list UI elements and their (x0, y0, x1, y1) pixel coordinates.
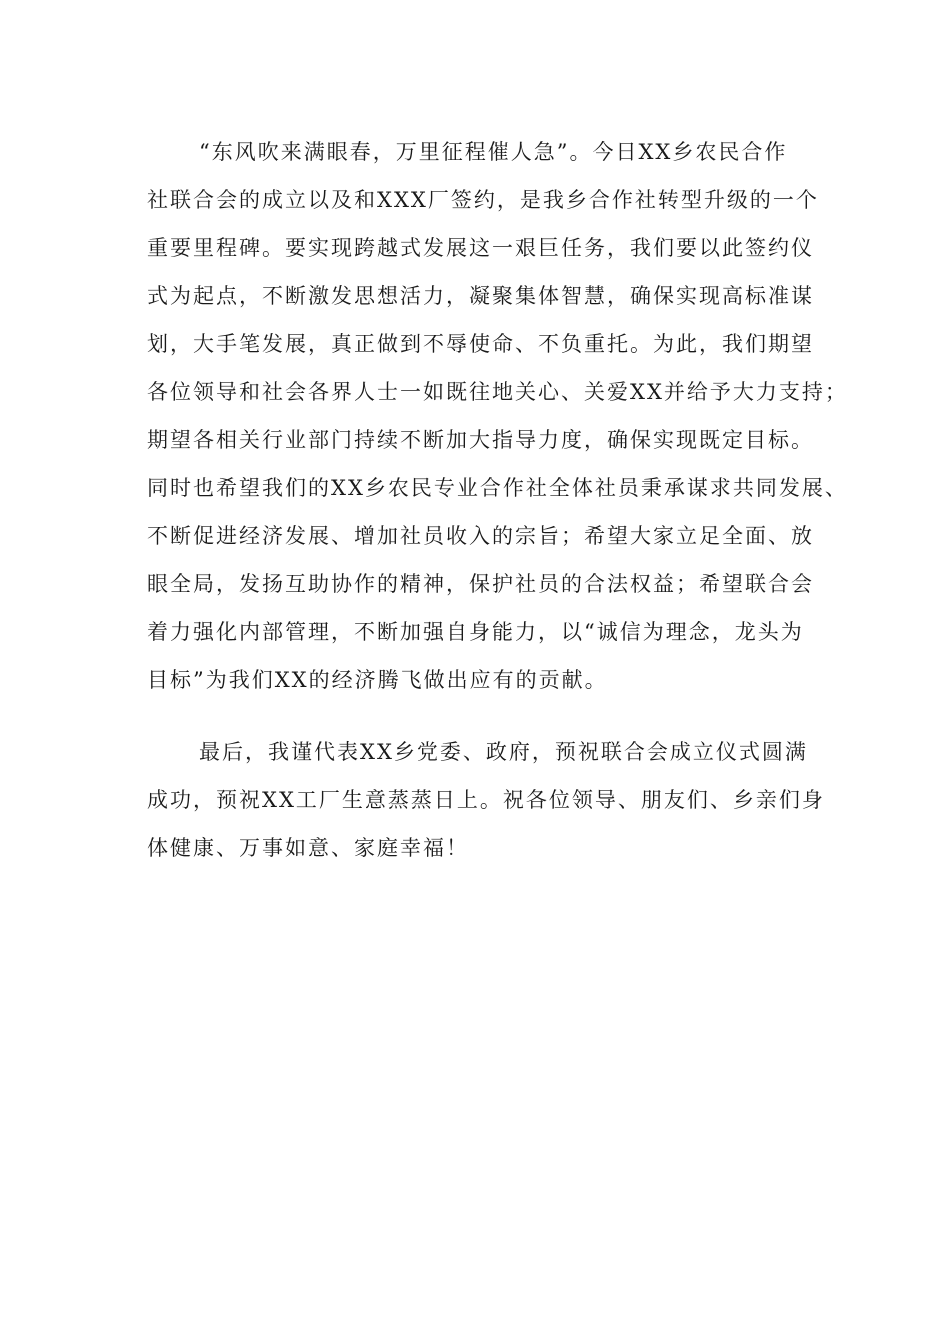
paragraph-line: 各位领导和社会各界人士一如既往地关心、关爱XX并给予大力支持； (147, 380, 848, 404)
paragraph-opening (147, 128, 848, 704)
paragraph-line: “东风吹来满眼春，万里征程催人急”。今日XX乡农民合作 (199, 140, 788, 164)
paragraph-line: 最后，我谨代表XX乡党委、政府，预祝联合会成立仪式圆满 (199, 740, 808, 764)
paragraph-line: 划，大手笔发展，真正做到不辱使命、不负重托。为此，我们期望 (147, 332, 814, 356)
paragraph-line: 体健康、万事如意、家庭幸福！ (147, 836, 469, 860)
paragraph-closing (147, 728, 827, 872)
paragraph-line: 目标”为我们XX的经济腾飞做出应有的贡献。 (147, 668, 608, 692)
paragraph-line: 不断促进经济发展、增加社员收入的宗旨；希望大家立足全面、放 (147, 524, 814, 548)
paragraph-line: 成功，预祝XX工厂生意蒸蒸日上。祝各位领导、朋友们、乡亲们身 (147, 788, 825, 812)
paragraph-line: 同时也希望我们的XX乡农民专业合作社全体社员秉承谋求共同发展、 (147, 476, 848, 500)
paragraph-line: 式为起点，不断激发思想活力，凝聚集体智慧，确保实现高标准谋 (147, 284, 814, 308)
paragraph-line: 重要里程碑。要实现跨越式发展这一艰巨任务，我们要以此签约仪 (147, 236, 814, 260)
paragraph-line: 社联合会的成立以及和XXX厂签约，是我乡合作社转型升级的一个 (147, 188, 819, 212)
paragraph-line: 眼全局，发扬互助协作的精神，保护社员的合法权益；希望联合会 (147, 572, 814, 596)
paragraph-line: 期望各相关行业部门持续不断加大指导力度，确保实现既定目标。 (147, 428, 814, 452)
paragraph-line: 着力强化内部管理，不断加强自身能力，以“诚信为理念，龙头为 (147, 620, 804, 644)
